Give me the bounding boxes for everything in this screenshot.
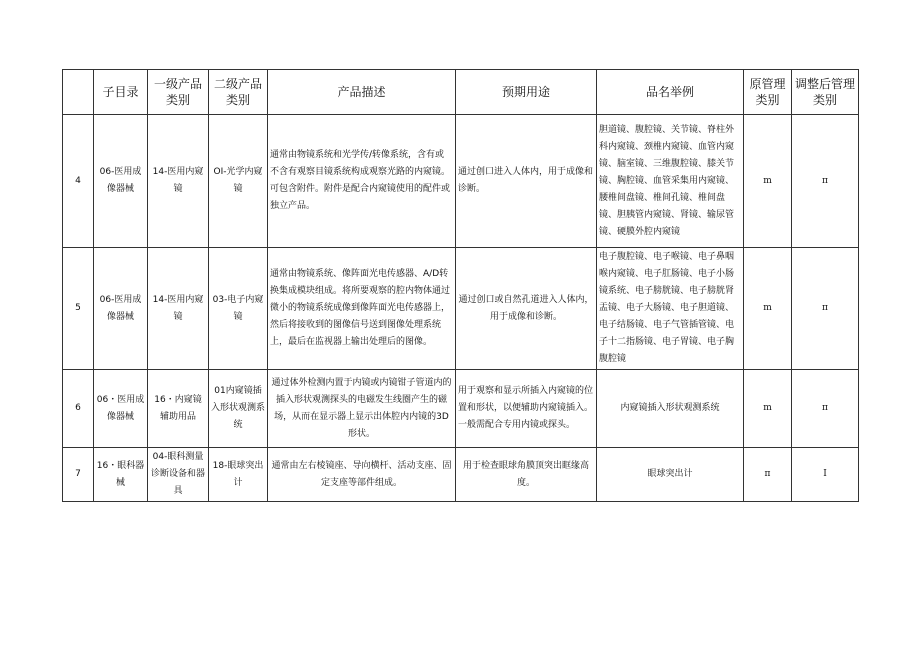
col-header-new-class: 调整后管理类别 bbox=[792, 70, 859, 115]
description-cell: 通常由物镜系统、像阵面光电传感器、A/D转换集成模块组成。将所要观察的腔内物体通过微小的物镜系统成像到像阵面光电传感器上，然后将接收到的图像信号送到图像处理系统上，最后在监视器上输出处理后的图像。 bbox=[268, 248, 456, 370]
level1-cell: 14-医用内窥镜 bbox=[148, 115, 209, 248]
examples-cell: 内窥镜插入形状观测系统 bbox=[597, 370, 744, 448]
row-index: 4 bbox=[63, 115, 94, 248]
level2-cell: 01内窥镜插入形状观测系统 bbox=[209, 370, 268, 448]
new-class-cell: π bbox=[792, 115, 859, 248]
header-row bbox=[63, 70, 859, 115]
orig-class-cell: m bbox=[744, 370, 792, 448]
col-header-index bbox=[63, 70, 94, 115]
intended-use-cell: 用于观察和显示所插入内窥镜的位置和形状，以便辅助内窥镜插入。一般需配合专用内镜或探头。 bbox=[456, 370, 597, 448]
classification-table bbox=[62, 69, 859, 502]
new-class-cell: I bbox=[792, 448, 859, 502]
level1-cell: 14-医用内窥镜 bbox=[148, 248, 209, 370]
row-index: 7 bbox=[63, 448, 94, 502]
row-index: 6 bbox=[63, 370, 94, 448]
table-row bbox=[63, 370, 859, 448]
description-cell: 通过体外检测内置于内镜或内镜钳子管道内的插入形状观测探头的电磁发生线圈产生的磁场，从而在显示器上显示出体腔内内镜的3D形状。 bbox=[268, 370, 456, 448]
examples-cell: 电子腹腔镜、电子喉镜、电子鼻咽喉内窥镜、电子肛肠镜、电子小肠镜系统、电子膀胱镜、电子膀胱肾盂镜、电子大肠镜、电子胆道镜、电子结肠镜、电子气管插管镜、电子十二指肠镜、电子胃镜、电子胸腹腔镜 bbox=[597, 248, 744, 370]
level2-cell: 03-电子内窥镜 bbox=[209, 248, 268, 370]
table-row bbox=[63, 248, 859, 370]
orig-class-cell: m bbox=[744, 248, 792, 370]
description-cell: 通常由左右棱镜座、导向横杆、活动支座、固定支座等部件组成。 bbox=[268, 448, 456, 502]
orig-class-cell: m bbox=[744, 115, 792, 248]
intended-use-cell: 通过创口进入人体内，用于成像和诊断。 bbox=[456, 115, 597, 248]
intended-use-cell: 用于检查眼球角膜顶突出眶缘高度。 bbox=[456, 448, 597, 502]
examples-cell: 胆道镜、腹腔镜、关节镜、脊柱外科内窥镜、颈椎内窥镜、血管内窥镜、脑室镜、三维腹腔镜、膝关节镜、胸腔镜、血管采集用内窥镜、腰椎间盘镜、椎间孔镜、椎间盘镜、胆胰管内窥镜、肾镜、输尿管镜、硬膜外腔内窥镜 bbox=[597, 115, 744, 248]
sub-catalog-cell: 06-医用成像器械 bbox=[94, 248, 148, 370]
level1-cell: 16・内窥镜辅助用品 bbox=[148, 370, 209, 448]
level1-cell: 04-眼科测量诊断设备和器具 bbox=[148, 448, 209, 502]
table-row bbox=[63, 115, 859, 248]
description-cell: 通常由物镜系统和光学传/转像系统，含有或不含有观察目镜系统构成观察光路的内窥镜。可包含附件。附件是配合内窥镜使用的配件或独立产品。 bbox=[268, 115, 456, 248]
sub-catalog-cell: 06・医用成像器械 bbox=[94, 370, 148, 448]
new-class-cell: π bbox=[792, 248, 859, 370]
col-header-orig-class: 原管理类别 bbox=[744, 70, 792, 115]
col-header-intended-use: 预期用途 bbox=[456, 70, 597, 115]
row-index: 5 bbox=[63, 248, 94, 370]
col-header-examples: 品名举例 bbox=[597, 70, 744, 115]
new-class-cell: π bbox=[792, 370, 859, 448]
table-row bbox=[63, 448, 859, 502]
level2-cell: OI-光学内窥镜 bbox=[209, 115, 268, 248]
examples-cell: 眼球突出计 bbox=[597, 448, 744, 502]
orig-class-cell: π bbox=[744, 448, 792, 502]
intended-use-cell: 通过创口或自然孔道进入人体内，用于成像和诊断。 bbox=[456, 248, 597, 370]
col-header-level2: 二级产品类别 bbox=[209, 70, 268, 115]
sub-catalog-cell: 06-医用成像器械 bbox=[94, 115, 148, 248]
level2-cell: 18-眼球突出计 bbox=[209, 448, 268, 502]
col-header-level1: 一级产品类别 bbox=[148, 70, 209, 115]
sub-catalog-cell: 16・眼科器械 bbox=[94, 448, 148, 502]
col-header-sub-catalog: 子目录 bbox=[94, 70, 148, 115]
col-header-description: 产品描述 bbox=[268, 70, 456, 115]
